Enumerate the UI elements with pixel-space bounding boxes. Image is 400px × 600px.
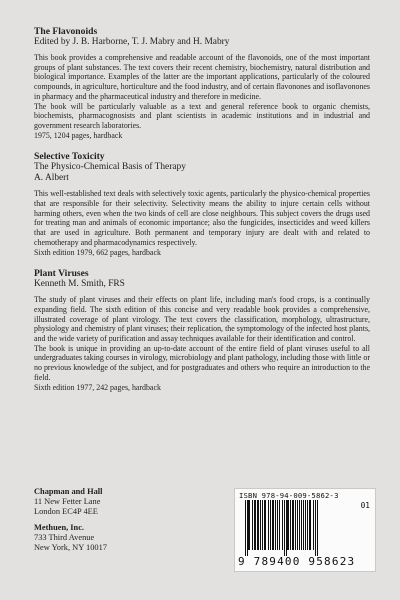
- address-line: 11 New Fetter Lane: [34, 497, 101, 506]
- barcode-addon: 01: [360, 501, 370, 510]
- book-entry-flavonoids: [34, 26, 370, 140]
- publisher-name: Methuen, Inc.: [34, 523, 85, 532]
- description-paragraph: The study of plant viruses and their effects on plant life, including man's food crops, is a continually expanding field. The sixth edition of this concise and very readable book provides a comprehensive, illustrated coverage of plant virology. The text covers the classification, morphology, ultrastructure, physiology and chemistry of plant viruses; their replication, the symptomology of the infected host plants, and the wide variety of purification and assay techniques available for their identification and control.: [34, 295, 370, 344]
- book-title: The Flavonoids: [34, 26, 98, 37]
- book-entry-plant-viruses: [34, 268, 370, 392]
- address-line: 733 Third Avenue: [34, 533, 95, 542]
- isbn-label: ISBN 978-94-009-5862-3: [239, 491, 339, 500]
- ean-number: 9 789400 958623: [238, 555, 356, 568]
- description-paragraph: The book is unique in providing an up-to-date account of the entire field of plant viruses useful to all undergraduates taking courses in virology, microbiology and plant pathology, including those with little or no previous knowledge of the subject, and for postgraduates and others who require an introduction to the field.: [34, 343, 370, 382]
- address-line: New York, NY 10017: [34, 543, 107, 552]
- isbn-barcode: [234, 488, 376, 572]
- book-list: [34, 26, 370, 403]
- barcode-bars: [239, 500, 353, 556]
- publisher-us: [34, 523, 184, 553]
- description-paragraph: This book provides a comprehensive and readable account of the flavonoids, one of the most important groups of plant substances. The text covers their recent chemistry, biochemistry, natural distribution and biological importance. Examples of the latter are the important applications, particularly of the coloured compounds, in agriculture, horticulture and the food industry, and of certain flavonones and isoflavonones in pharmacy and the pharmaceutical industry and therefore in medicine.: [34, 53, 370, 101]
- book-subtitle: The Physico-Chemical Basis of Therapy: [34, 162, 186, 173]
- publisher-name: Chapman and Hall: [34, 487, 103, 496]
- book-description: [34, 53, 370, 131]
- book-editors: Edited by J. B. Harborne, T. J. Mabry and H. Mabry: [34, 37, 230, 47]
- book-title: Selective Toxicity: [34, 151, 105, 163]
- book-details: Sixth edition 1979, 662 pages, hardback: [34, 247, 161, 257]
- description-paragraph: This well-established text deals with selectively toxic agents, particularly the physico-chemical properties that are responsible for their selectivity. Selectivity means the ability to injure certain cells without harming others, even when the two kinds of cell are close neighbours. This subject covers the drugs used for treating man and animals of economic importance; also the fungicides, insecticides and weed killers that are used in agriculture. Both permanent and temporary injury are dealt with and related to chemotherapy and pharmacodynamics respectively.: [34, 189, 370, 247]
- book-author: A. Albert: [34, 173, 69, 184]
- book-details: 1975, 1204 pages, hardback: [34, 130, 123, 140]
- book-description: [34, 295, 370, 382]
- book-details: Sixth edition 1977, 242 pages, hardback: [34, 382, 161, 392]
- book-title: Plant Viruses: [34, 268, 89, 280]
- book-description: [34, 189, 370, 247]
- book-entry-selective-toxicity: [34, 151, 370, 257]
- book-author: Kenneth M. Smith, FRS: [34, 279, 125, 290]
- address-line: London EC4P 4EE: [34, 507, 98, 516]
- publisher-uk: [34, 487, 184, 517]
- publisher-addresses: [34, 487, 184, 559]
- description-paragraph: The book will be particularly valuable as a text and general reference book to organic chemists, biochemists, pharmacognosists and plant scientists in academic institutions and in industrial and government research laboratories.: [34, 101, 370, 130]
